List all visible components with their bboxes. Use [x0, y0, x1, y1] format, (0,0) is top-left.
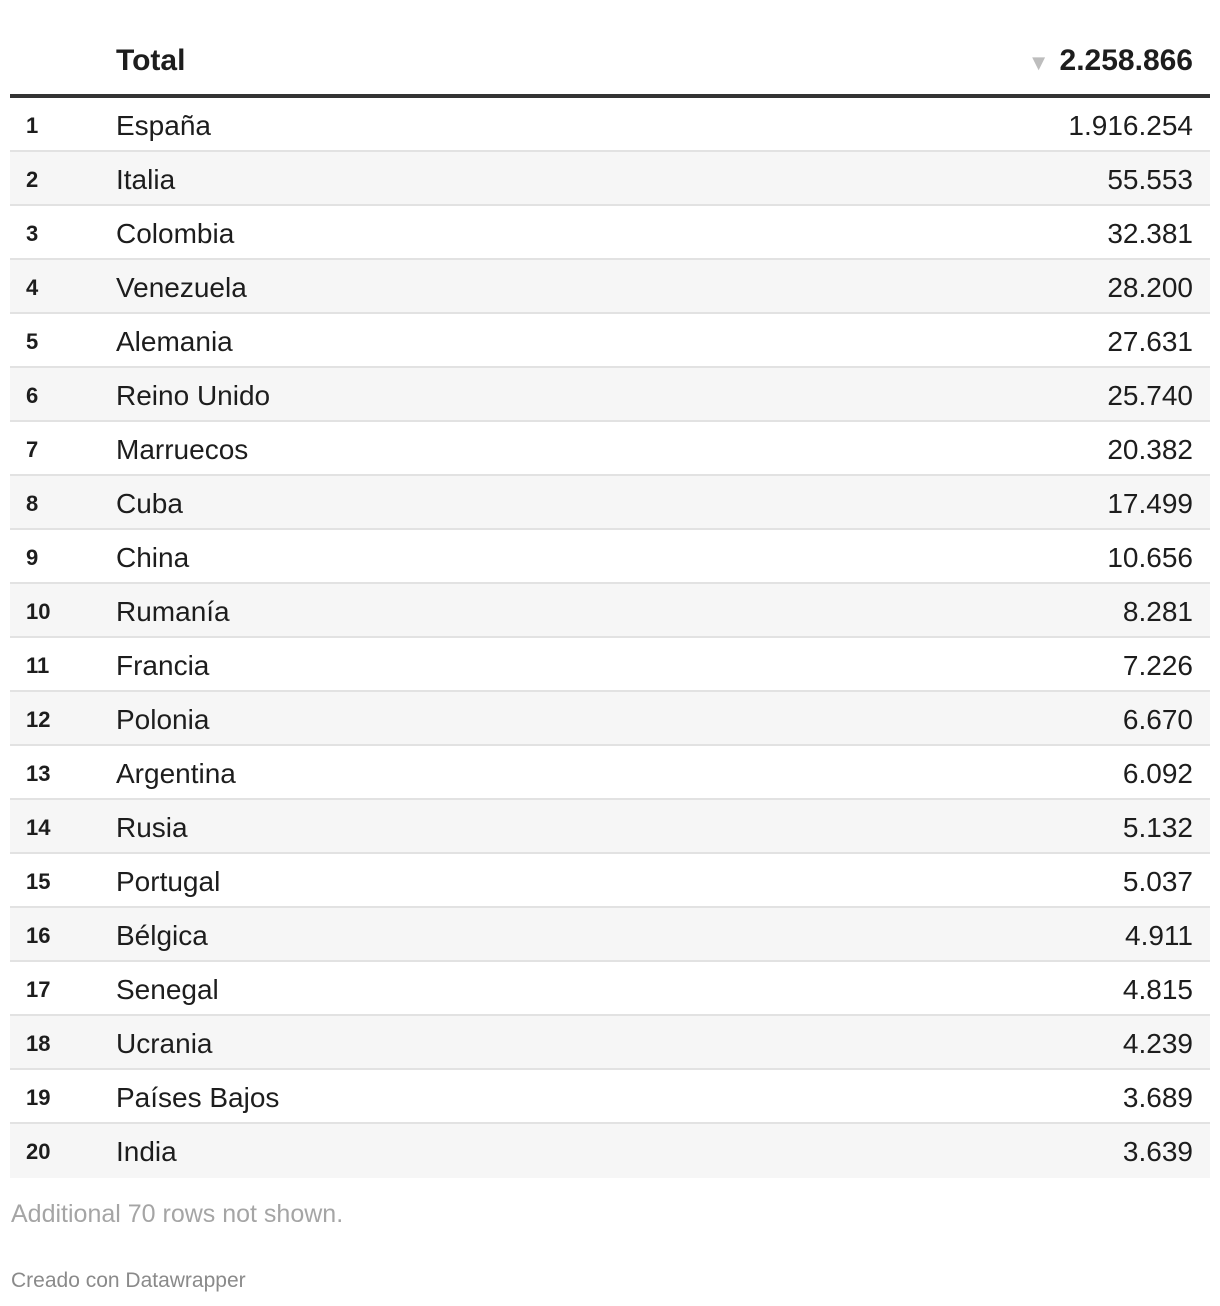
row-rank: 3 [26, 221, 39, 246]
row-country: Alemania [116, 326, 233, 357]
row-country: Cuba [116, 488, 183, 519]
row-value: 6.092 [1122, 758, 1193, 789]
rows-not-shown-note: Additional 70 rows not shown. [11, 1200, 344, 1228]
row-rank: 7 [26, 437, 39, 462]
table-row [10, 800, 1210, 854]
data-table [10, 28, 1210, 1178]
row-country: Reino Unido [116, 380, 271, 411]
row-country: Francia [116, 650, 210, 681]
row-value: 7.226 [1122, 650, 1193, 681]
row-value: 5.132 [1122, 812, 1193, 843]
row-value: 3.639 [1122, 1136, 1193, 1167]
table-row [10, 908, 1210, 962]
table-row [10, 368, 1210, 422]
row-rank: 13 [26, 761, 51, 786]
table-row [10, 584, 1210, 638]
table-row [10, 854, 1210, 908]
total-value: 2.258.866 [1059, 44, 1193, 77]
row-value: 4.239 [1122, 1028, 1193, 1059]
row-country: Rusia [116, 812, 188, 843]
row-rank: 6 [26, 383, 39, 408]
table-row [10, 260, 1210, 314]
table-body [10, 98, 1210, 1178]
row-country: Argentina [116, 758, 236, 789]
row-country: Italia [116, 164, 176, 195]
row-value: 20.382 [1107, 434, 1193, 465]
row-country: Colombia [116, 218, 235, 249]
row-rank: 5 [26, 329, 39, 354]
row-country: India [116, 1136, 177, 1167]
column-header-label[interactable]: Total [116, 44, 186, 77]
row-value: 4.815 [1122, 974, 1193, 1005]
row-value: 55.553 [1107, 164, 1193, 195]
row-country: España [116, 110, 211, 141]
row-rank: 9 [26, 545, 39, 570]
row-country: Países Bajos [116, 1082, 280, 1113]
table-row [10, 1070, 1210, 1124]
row-rank: 18 [26, 1031, 51, 1056]
table-row [10, 638, 1210, 692]
table-row [10, 206, 1210, 260]
row-value: 8.281 [1122, 596, 1193, 627]
row-rank: 16 [26, 923, 51, 948]
table-row [10, 962, 1210, 1016]
row-value: 3.689 [1122, 1082, 1193, 1113]
row-value: 5.037 [1122, 866, 1193, 897]
row-rank: 10 [26, 599, 51, 624]
row-rank: 14 [26, 815, 51, 840]
row-rank: 2 [26, 167, 39, 192]
table-row [10, 692, 1210, 746]
row-rank: 4 [26, 275, 39, 300]
row-rank: 20 [26, 1139, 51, 1164]
row-rank: 11 [26, 653, 50, 678]
row-rank: 1 [26, 113, 39, 138]
row-rank: 15 [26, 869, 51, 894]
row-rank: 19 [26, 1085, 51, 1110]
row-country: Senegal [116, 974, 219, 1005]
table-row [10, 1124, 1210, 1178]
table-row [10, 746, 1210, 800]
table-header [10, 28, 1210, 98]
row-country: Venezuela [116, 272, 247, 303]
table-row [10, 98, 1210, 152]
column-header-total[interactable] [1028, 44, 1193, 78]
table-row [10, 1016, 1210, 1070]
table-row [10, 422, 1210, 476]
row-value: 4.911 [1125, 920, 1193, 951]
datawrapper-credit[interactable]: Creado con Datawrapper [11, 1269, 246, 1292]
row-country: China [116, 542, 190, 573]
row-country: Ucrania [116, 1028, 213, 1059]
row-value: 6.670 [1122, 704, 1193, 735]
row-rank: 17 [26, 977, 51, 1002]
table-row [10, 314, 1210, 368]
table-row [10, 152, 1210, 206]
row-value: 1.916.254 [1068, 110, 1193, 141]
row-country: Polonia [116, 704, 210, 735]
row-value: 10.656 [1107, 542, 1193, 573]
row-value: 28.200 [1107, 272, 1193, 303]
row-value: 17.499 [1107, 488, 1193, 519]
row-value: 32.381 [1107, 218, 1193, 249]
row-country: Rumanía [116, 596, 230, 627]
sort-descending-icon[interactable]: ▼ [1027, 50, 1050, 75]
row-rank: 8 [26, 491, 39, 516]
row-value: 25.740 [1107, 380, 1193, 411]
table-row [10, 476, 1210, 530]
row-country: Marruecos [116, 434, 249, 465]
row-country: Bélgica [116, 920, 208, 951]
table-row [10, 530, 1210, 584]
row-country: Portugal [116, 866, 221, 897]
row-rank: 12 [26, 707, 51, 732]
row-value: 27.631 [1107, 326, 1193, 357]
